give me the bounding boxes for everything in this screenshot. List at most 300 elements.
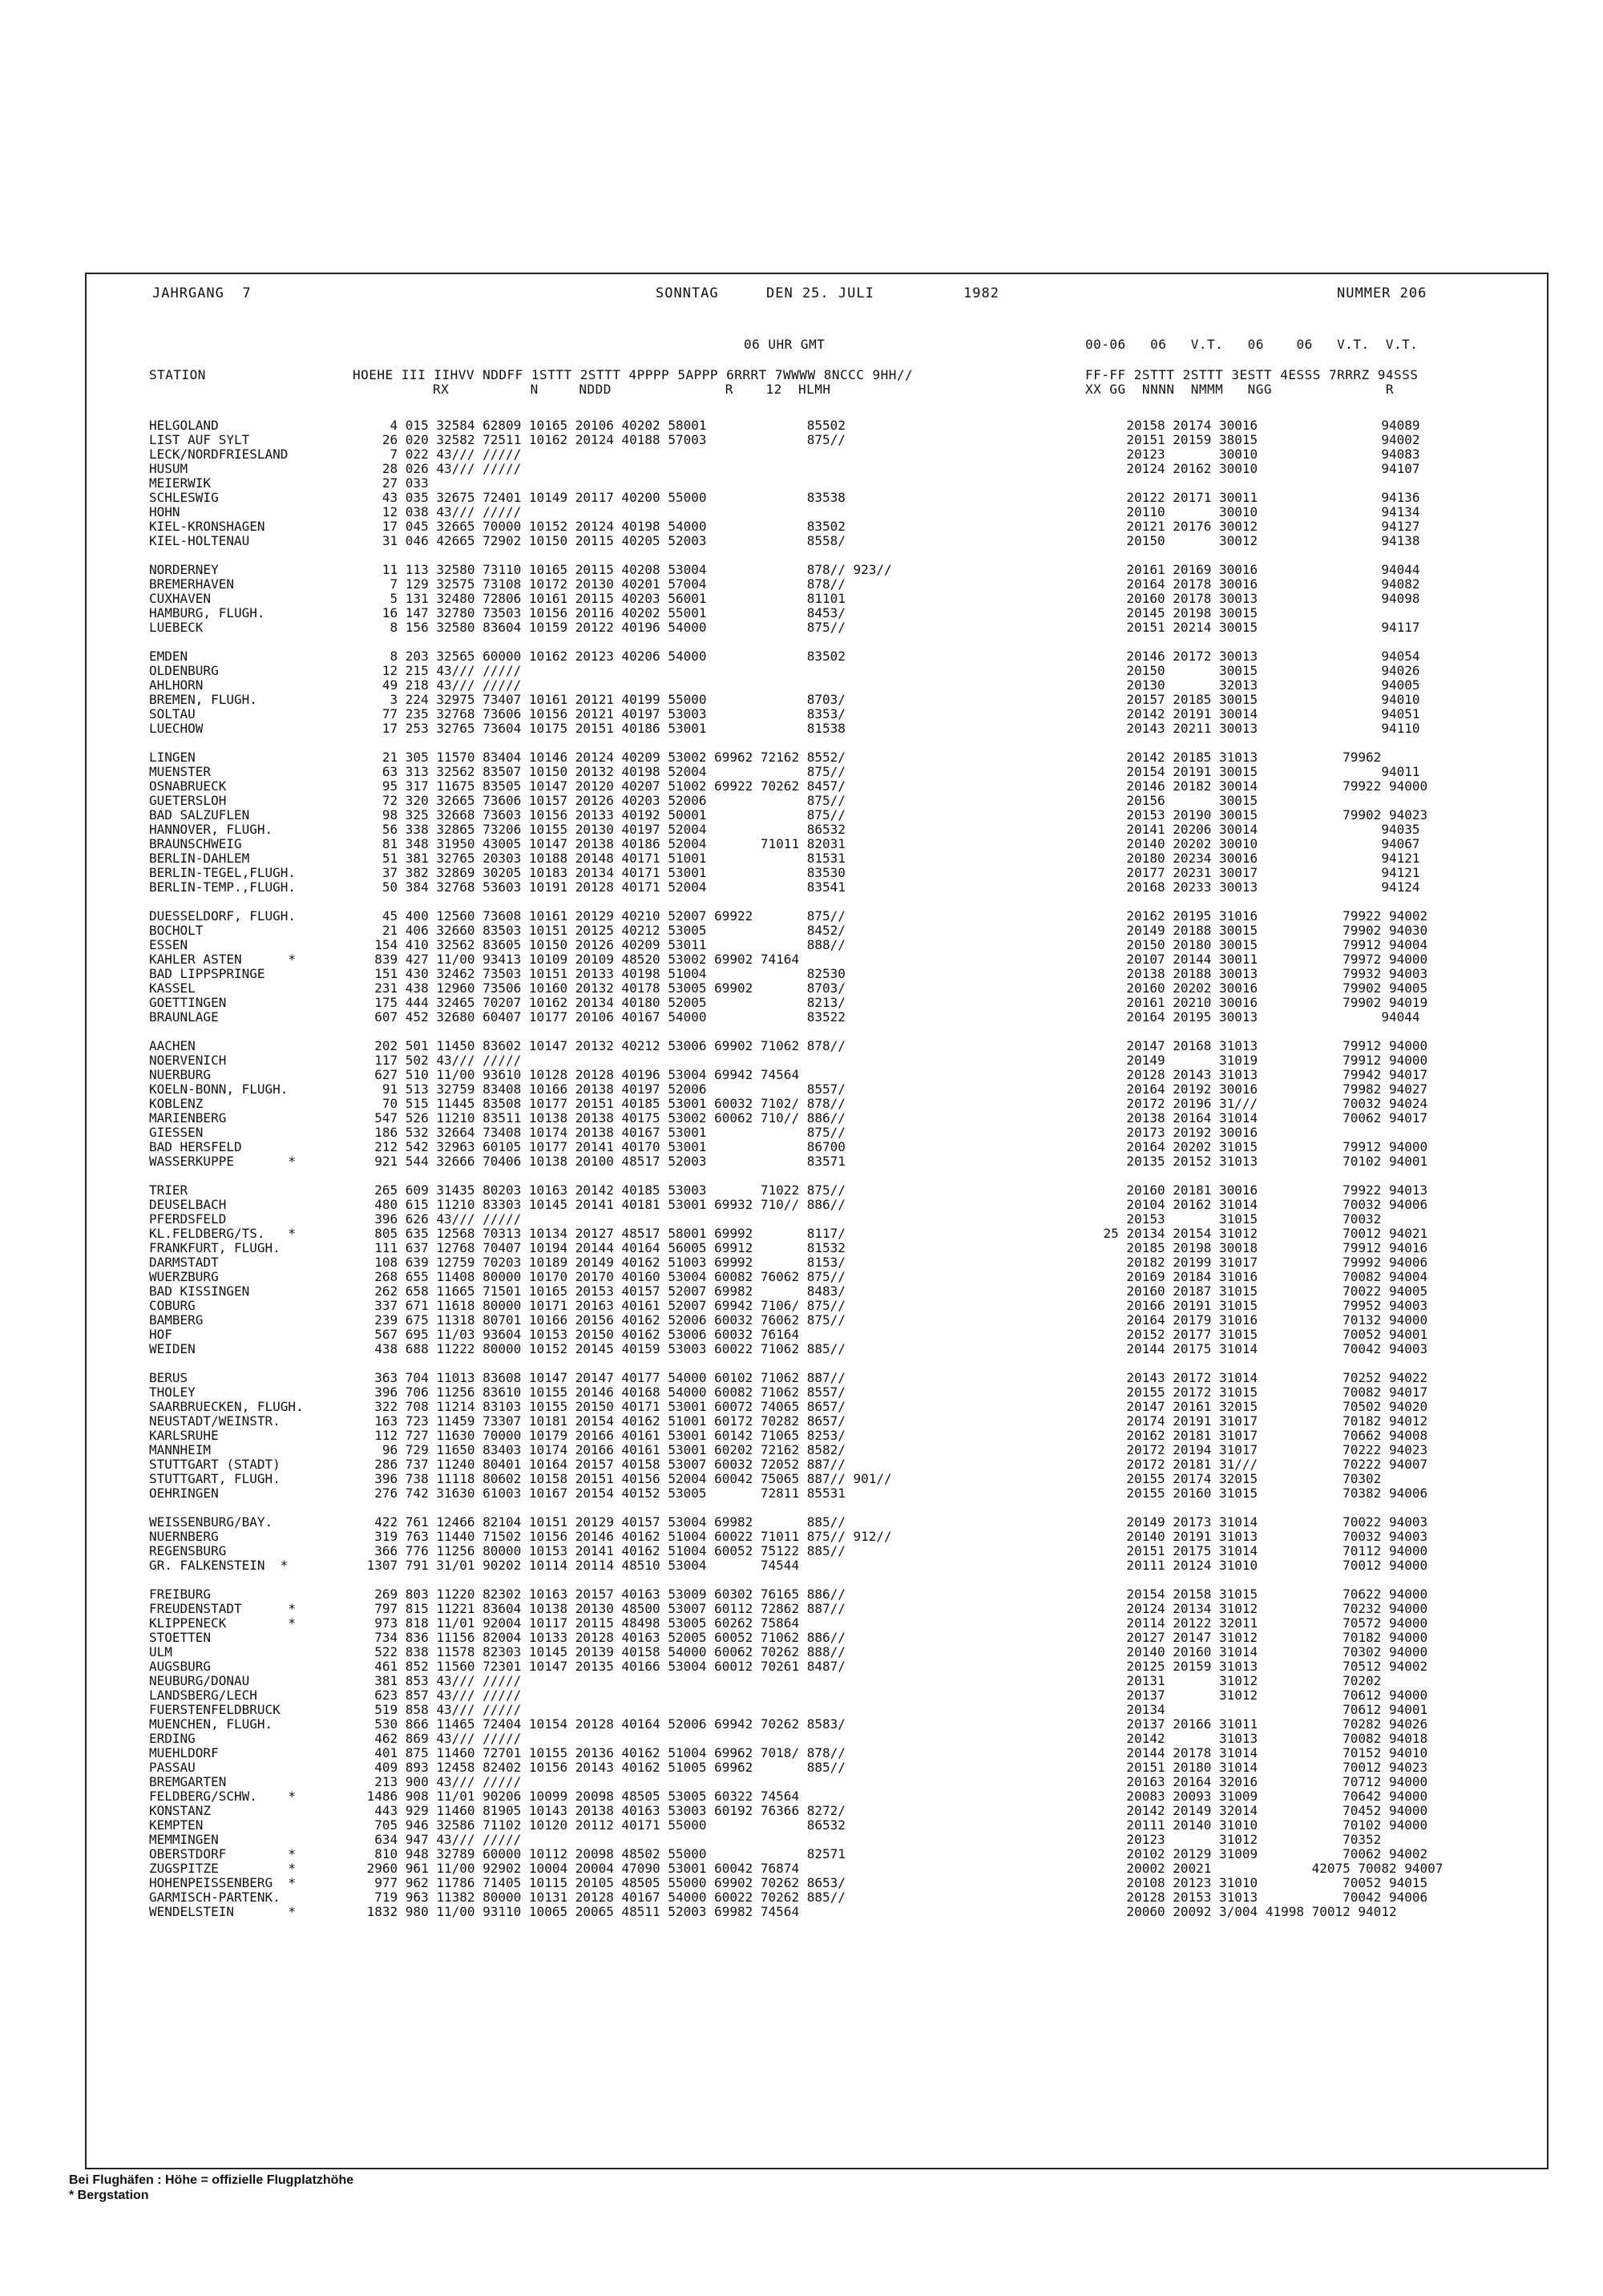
station-row bbox=[149, 1429, 1443, 1443]
station-row bbox=[149, 1126, 1443, 1140]
station-data: 239 675 11318 80701 10166 20156 40162 52006 60032 76062 875// bbox=[359, 1312, 846, 1328]
station-row bbox=[149, 418, 1443, 433]
station-name: OBERSTDORF * bbox=[149, 1846, 297, 1861]
station-extra-data: 20122 20171 30011 94136 bbox=[1072, 490, 1420, 505]
station-row bbox=[149, 1371, 1443, 1385]
station-row bbox=[149, 1544, 1443, 1558]
station-row bbox=[149, 1833, 1443, 1847]
station-row bbox=[149, 620, 1443, 635]
station-name: BREMGARTEN bbox=[149, 1774, 227, 1789]
station-name: NORDERNEY bbox=[149, 562, 219, 577]
station-extra-data: 20123 30010 94083 bbox=[1072, 447, 1420, 462]
station-name: BRAUNSCHWEIG bbox=[149, 836, 242, 851]
station-row bbox=[149, 1270, 1443, 1284]
station-row bbox=[149, 664, 1443, 678]
station-extra-data: 20166 20191 31015 79952 94003 bbox=[1072, 1298, 1428, 1313]
station-extra-data: 20149 31019 79912 94000 bbox=[1072, 1053, 1428, 1068]
station-extra-data: 20140 20160 31014 70302 94000 bbox=[1072, 1644, 1428, 1659]
station-data: 45 400 12560 73608 10161 20129 40210 52007 69922 875// bbox=[359, 908, 846, 924]
station-data: 805 635 12568 70313 10134 20127 48517 58001 69992 8117/ bbox=[359, 1226, 846, 1241]
station-extra-data: 20154 20191 30015 94011 bbox=[1072, 764, 1420, 779]
station-row bbox=[149, 1905, 1443, 1919]
station-data: 50 384 32768 53603 10191 20128 40171 52004 83541 bbox=[359, 879, 846, 895]
station-data: 4 015 32584 62809 10165 20106 40202 58001 85502 bbox=[359, 418, 846, 433]
station-row bbox=[149, 678, 1443, 693]
station-data: 1832 980 11/00 93110 10065 20065 48511 52003 69982 74564 bbox=[359, 1904, 800, 1919]
station-row bbox=[149, 1299, 1443, 1313]
station-name: HANNOVER, FLUGH. bbox=[149, 822, 273, 837]
station-row bbox=[149, 938, 1443, 952]
station-extra-data: 20135 20152 31013 70102 94001 bbox=[1072, 1154, 1428, 1169]
station-extra-data: 20182 20199 31017 79992 94006 bbox=[1072, 1255, 1428, 1270]
station-name: CUXHAVEN bbox=[149, 591, 212, 606]
legend bbox=[69, 2173, 353, 2203]
station-name: AACHEN bbox=[149, 1038, 196, 1053]
station-data: 443 929 11460 81905 10143 20138 40163 53003 60192 76366 8272/ bbox=[359, 1803, 846, 1818]
station-name: MANNHEIM bbox=[149, 1442, 212, 1457]
station-extra-data: 20149 20188 30015 79902 94030 bbox=[1072, 923, 1428, 938]
station-data: 319 763 11440 71502 10156 20146 40162 51004 60022 71011 875// 912// bbox=[359, 1529, 892, 1544]
station-name: KLIPPENECK * bbox=[149, 1615, 297, 1631]
station-row bbox=[149, 1530, 1443, 1544]
station-extra-data: 20174 20191 31017 70182 94012 bbox=[1072, 1413, 1428, 1429]
station-data: 7 129 32575 73108 10172 20130 40201 57004 878// bbox=[359, 576, 846, 592]
station-name: SCHLESWIG bbox=[149, 490, 219, 505]
station-data: 396 626 43/// ///// bbox=[359, 1211, 522, 1227]
station-row bbox=[149, 577, 1443, 592]
station-extra-data: 20164 20192 30016 79982 94027 bbox=[1072, 1081, 1428, 1097]
station-row bbox=[149, 1227, 1443, 1241]
station-data: 462 869 43/// ///// bbox=[359, 1731, 522, 1746]
station-name: HUSUM bbox=[149, 461, 188, 476]
station-data: 461 852 11560 72301 10147 20135 40166 53004 60012 70261 8487/ bbox=[359, 1659, 846, 1674]
station-data: 16 147 32780 73503 10156 20116 40202 55001 8453/ bbox=[359, 605, 846, 620]
station-row bbox=[149, 1457, 1443, 1472]
station-name: WEISSENBURG/BAY. bbox=[149, 1514, 273, 1530]
station-extra-data: 20140 20202 30010 94067 bbox=[1072, 836, 1420, 851]
station-name: KARLSRUHE bbox=[149, 1428, 219, 1443]
station-extra-data: 20164 20195 30013 94044 bbox=[1072, 1009, 1420, 1025]
station-name: OEHRINGEN bbox=[149, 1486, 219, 1501]
station-row bbox=[149, 967, 1443, 981]
station-data: 269 803 11220 82302 10163 20157 40163 53009 60302 76165 886// bbox=[359, 1587, 846, 1602]
station-data: 63 313 32562 83507 10150 20132 40198 52004 875// bbox=[359, 764, 846, 779]
station-extra-data: 20153 31015 70032 bbox=[1072, 1211, 1382, 1227]
station-data: 27 033 bbox=[359, 475, 429, 491]
station-data: 381 853 43/// ///// bbox=[359, 1673, 522, 1688]
station-row bbox=[149, 1804, 1443, 1818]
station-data: 43 035 32675 72401 10149 20117 40200 55000 83538 bbox=[359, 490, 846, 505]
station-row bbox=[149, 779, 1443, 794]
station-extra-data: 20153 20190 30015 79902 94023 bbox=[1072, 807, 1428, 823]
station-name: MUENCHEN, FLUGH. bbox=[149, 1716, 273, 1732]
station-extra-data: 20144 20178 31014 70152 94010 bbox=[1072, 1745, 1428, 1760]
station-row bbox=[149, 1659, 1443, 1674]
station-extra-data: 20163 20164 32016 70712 94000 bbox=[1072, 1774, 1428, 1789]
station-data: 422 761 12466 82104 10151 20129 40157 53004 69982 885// bbox=[359, 1514, 846, 1530]
station-data: 70 515 11445 83508 10177 20151 40185 53001 60032 7102/ 878// bbox=[359, 1096, 846, 1111]
station-row bbox=[149, 1472, 1443, 1486]
station-name: BAD SALZUFLEN bbox=[149, 807, 250, 823]
station-row bbox=[149, 1775, 1443, 1789]
station-extra-data: 20060 20092 3/004 41998 70012 94012 bbox=[1072, 1904, 1397, 1919]
station-name: HOF bbox=[149, 1327, 172, 1342]
station-row bbox=[149, 794, 1443, 808]
station-extra-data: 20162 20195 31016 79922 94002 bbox=[1072, 908, 1428, 924]
station-name: BOCHOLT bbox=[149, 923, 204, 938]
station-name: STUTTGART (STADT) bbox=[149, 1457, 281, 1472]
station-data: 186 532 32664 73408 10174 20138 40167 53001 875// bbox=[359, 1125, 846, 1140]
station-name: BAD LIPPSPRINGE bbox=[149, 966, 265, 981]
station-extra-data: 20155 20160 31015 70382 94006 bbox=[1072, 1486, 1428, 1501]
station-name: NUERBURG bbox=[149, 1067, 212, 1082]
station-data: 547 526 11210 83511 10138 20138 40175 53002 60062 710// 886// bbox=[359, 1110, 846, 1126]
station-name: GUETERSLOH bbox=[149, 793, 227, 808]
station-extra-data: 20154 20158 31015 70622 94000 bbox=[1072, 1587, 1428, 1602]
station-row bbox=[149, 1385, 1443, 1400]
station-name: AUGSBURG bbox=[149, 1659, 212, 1674]
station-data: 231 438 12960 73506 10160 20132 40178 53005 69902 8703/ bbox=[359, 980, 846, 996]
station-data: 607 452 32680 60407 10177 20106 40167 54000 83522 bbox=[359, 1009, 846, 1025]
station-extra-data: 20156 30015 bbox=[1072, 793, 1258, 808]
station-name: BERLIN-TEMP.,FLUGH. bbox=[149, 879, 297, 895]
station-extra-data: 20164 20178 30016 94082 bbox=[1072, 576, 1420, 592]
station-row bbox=[149, 851, 1443, 866]
station-data: 438 688 11222 80000 10152 20145 40159 53003 60022 71062 885// bbox=[359, 1341, 846, 1356]
station-extra-data: 20151 20175 31014 70112 94000 bbox=[1072, 1543, 1428, 1558]
station-name: STUTTGART, FLUGH. bbox=[149, 1471, 281, 1486]
station-extra-data: 20083 20093 31009 70642 94000 bbox=[1072, 1789, 1428, 1804]
station-data: 810 948 32789 60000 10112 20098 48502 55000 82571 bbox=[359, 1846, 846, 1861]
station-data: 519 858 43/// ///// bbox=[359, 1702, 522, 1717]
station-data: 151 430 32462 73503 10151 20133 40198 51004 82530 bbox=[359, 966, 846, 981]
station-data: 276 742 31630 61003 10167 20154 40152 53005 72811 85531 bbox=[359, 1486, 846, 1501]
station-data: 28 026 43/// ///// bbox=[359, 461, 522, 476]
station-data: 973 818 11/01 92004 10117 20115 48498 53005 60262 75864 bbox=[359, 1615, 800, 1631]
station-row bbox=[149, 1414, 1443, 1429]
station-row bbox=[149, 491, 1443, 505]
station-row bbox=[149, 1732, 1443, 1746]
station-name: MARIENBERG bbox=[149, 1110, 227, 1126]
station-data: 37 382 32869 30205 10183 20134 40171 53001 83530 bbox=[359, 865, 846, 880]
station-data: 705 946 32586 71102 10120 20112 40171 55000 86532 bbox=[359, 1817, 846, 1833]
group-separator bbox=[149, 895, 1443, 909]
station-data: 213 900 43/// ///// bbox=[359, 1774, 522, 1789]
station-extra-data: 20151 20159 38015 94002 bbox=[1072, 432, 1420, 447]
station-row bbox=[149, 1400, 1443, 1414]
station-name: AHLHORN bbox=[149, 677, 204, 693]
station-extra-data: 20121 20176 30012 94127 bbox=[1072, 519, 1420, 534]
station-data: 623 857 43/// ///// bbox=[359, 1688, 522, 1703]
station-extra-data: 20149 20173 31014 70022 94003 bbox=[1072, 1514, 1428, 1530]
station-row bbox=[149, 476, 1443, 491]
station-name: KASSEL bbox=[149, 980, 196, 996]
station-row bbox=[149, 1587, 1443, 1602]
station-name: KAHLER ASTEN * bbox=[149, 952, 297, 967]
station-row bbox=[149, 1154, 1443, 1169]
station-row bbox=[149, 823, 1443, 837]
station-extra-data: 20169 20184 31016 70082 94004 bbox=[1072, 1269, 1428, 1284]
station-extra-data: 20180 20234 30016 94121 bbox=[1072, 851, 1420, 866]
station-data: 21 406 32660 83503 10151 20125 40212 53005 8452/ bbox=[359, 923, 846, 938]
station-name: SOLTAU bbox=[149, 706, 196, 722]
station-row bbox=[149, 1010, 1443, 1025]
station-extra-data: 20127 20147 31012 70182 94000 bbox=[1072, 1630, 1428, 1645]
station-data: 634 947 43/// ///// bbox=[359, 1832, 522, 1847]
station-row bbox=[149, 808, 1443, 823]
station-name: KEMPTEN bbox=[149, 1817, 204, 1833]
station-data: 396 738 11118 80602 10158 20151 40156 52004 60042 75065 887// 901// bbox=[359, 1471, 892, 1486]
station-row bbox=[149, 1053, 1443, 1068]
station-row bbox=[149, 433, 1443, 447]
station-name: LUEBECK bbox=[149, 620, 204, 635]
station-extra-data: 20144 20175 31014 70042 94003 bbox=[1072, 1341, 1428, 1356]
station-row bbox=[149, 592, 1443, 606]
code-column-header: HOEHE III IIHVV NDDFF 1STTT 2STTT 4PPPP 5APPP 6RRRT 7WWWW 8NCCC 9HH// bbox=[353, 367, 914, 382]
station-row bbox=[149, 1443, 1443, 1457]
station-extra-data: 20177 20231 30017 94121 bbox=[1072, 865, 1420, 880]
station-name: LECK/NORDFRIESLAND bbox=[149, 447, 289, 462]
station-data: 81 348 31950 43005 10147 20138 40186 52004 71011 82031 bbox=[359, 836, 846, 851]
station-name: BAMBERG bbox=[149, 1312, 204, 1328]
station-name: GARMISCH-PARTENK. bbox=[149, 1890, 281, 1905]
station-name: ESSEN bbox=[149, 937, 188, 952]
station-data: 363 704 11013 83608 10147 20147 40177 54000 60102 71062 887// bbox=[359, 1370, 846, 1385]
station-row bbox=[149, 1082, 1443, 1097]
station-extra-data: 20142 20191 30014 94051 bbox=[1072, 706, 1420, 722]
station-name: FRANKFURT, FLUGH. bbox=[149, 1240, 281, 1255]
station-row bbox=[149, 765, 1443, 779]
column-period-header: 00-06 06 V.T. 06 06 V.T. V.T. bbox=[1085, 337, 1419, 352]
station-table bbox=[149, 418, 1443, 1919]
station-data: 111 637 12768 70407 10194 20144 40164 56005 69912 81532 bbox=[359, 1240, 846, 1255]
station-name: BAD HERSFELD bbox=[149, 1139, 242, 1154]
station-extra-data: 20145 20198 30015 bbox=[1072, 605, 1258, 620]
group-separator bbox=[149, 736, 1443, 750]
station-data: 17 045 32665 70000 10152 20124 40198 54000 83502 bbox=[359, 519, 846, 534]
station-extra-data: 20150 30015 94026 bbox=[1072, 663, 1420, 678]
station-extra-data: 20160 20187 31015 70022 94005 bbox=[1072, 1283, 1428, 1299]
station-extra-data: 20143 20211 30013 94110 bbox=[1072, 721, 1420, 736]
station-extra-data: 20155 20172 31015 70082 94017 bbox=[1072, 1384, 1428, 1400]
station-data: 212 542 32963 60105 10177 20141 40170 53001 86700 bbox=[359, 1139, 846, 1154]
station-name: KIEL-KRONSHAGEN bbox=[149, 519, 265, 534]
station-name: DUESSELDORF, FLUGH. bbox=[149, 908, 297, 924]
station-extra-data: 20147 20161 32015 70502 94020 bbox=[1072, 1399, 1428, 1414]
station-data: 567 695 11/03 93604 10153 20150 40162 53006 60032 76164 bbox=[359, 1327, 800, 1342]
station-row bbox=[149, 1039, 1443, 1053]
station-row bbox=[149, 750, 1443, 765]
station-name: FELDBERG/SCHW. * bbox=[149, 1789, 297, 1804]
station-data: 154 410 32562 83605 10150 20126 40209 53011 888// bbox=[359, 937, 846, 952]
station-data: 8 203 32565 60000 10162 20123 40206 54000 83502 bbox=[359, 649, 846, 664]
station-data: 366 776 11256 80000 10153 20141 40162 51004 60052 75122 885// bbox=[359, 1543, 846, 1558]
station-extra-data: 20146 20182 30014 79922 94000 bbox=[1072, 778, 1428, 794]
station-row bbox=[149, 606, 1443, 620]
station-extra-data: 20164 20202 31015 79912 94000 bbox=[1072, 1139, 1428, 1154]
station-extra-data: 20162 20181 31017 70662 94008 bbox=[1072, 1428, 1428, 1443]
station-row bbox=[149, 837, 1443, 851]
station-name: WENDELSTEIN * bbox=[149, 1904, 297, 1919]
station-name: PASSAU bbox=[149, 1760, 196, 1775]
station-row bbox=[149, 1097, 1443, 1111]
station-extra-data: 20151 20214 30015 94117 bbox=[1072, 620, 1420, 635]
station-name: WEIDEN bbox=[149, 1341, 196, 1356]
station-data: 49 218 43/// ///// bbox=[359, 677, 522, 693]
station-name: WUERZBURG bbox=[149, 1269, 219, 1284]
station-row bbox=[149, 1760, 1443, 1775]
station-data: 12 038 43/// ///// bbox=[359, 504, 522, 519]
station-extra-data: 20114 20122 32011 70572 94000 bbox=[1072, 1615, 1428, 1631]
station-extra-data: 20140 20191 31013 70032 94003 bbox=[1072, 1529, 1428, 1544]
station-row bbox=[149, 1688, 1443, 1703]
station-name: GOETTINGEN bbox=[149, 995, 227, 1010]
station-extra-data: 20155 20174 32015 70302 bbox=[1072, 1471, 1382, 1486]
station-data: 719 963 11382 80000 10131 20128 40167 54000 60022 70262 885// bbox=[359, 1890, 846, 1905]
station-data: 17 253 32765 73604 10175 20151 40186 53001 81538 bbox=[359, 721, 846, 736]
station-extra-data: 20124 20134 31012 70232 94000 bbox=[1072, 1601, 1428, 1616]
legend-airport-note: Bei Flughäfen : Höhe = offizielle Flugplatzhöhe bbox=[69, 2173, 354, 2187]
station-row bbox=[149, 707, 1443, 722]
station-row bbox=[149, 952, 1443, 967]
station-row bbox=[149, 505, 1443, 519]
group-separator bbox=[149, 1573, 1443, 1587]
station-data: 262 658 11665 71501 10165 20153 40157 52007 69982 8483/ bbox=[359, 1283, 846, 1299]
station-extra-data: 20164 20179 31016 70132 94000 bbox=[1072, 1312, 1428, 1328]
station-data: 163 723 11459 73307 10181 20154 40162 51001 60172 70282 8657/ bbox=[359, 1413, 846, 1429]
station-data: 11 113 32580 73110 10165 20115 40208 53004 878// 923// bbox=[359, 562, 892, 577]
station-data: 112 727 11630 70000 10179 20166 40161 53001 60142 71065 8253/ bbox=[359, 1428, 846, 1443]
station-name: ULM bbox=[149, 1644, 172, 1659]
station-name: STOETTEN bbox=[149, 1630, 212, 1645]
observation-time: 06 UHR GMT bbox=[744, 337, 826, 352]
station-data: 56 338 32865 73206 10155 20130 40197 52004 86532 bbox=[359, 822, 846, 837]
station-row bbox=[149, 1847, 1443, 1861]
station-row bbox=[149, 1818, 1443, 1833]
station-data: 268 655 11408 80000 10170 20170 40160 53004 60082 76062 875// bbox=[359, 1269, 846, 1284]
station-data: 1307 791 31/01 90202 10114 20114 48510 53004 74544 bbox=[359, 1558, 800, 1573]
station-data: 409 893 12458 82402 10156 20143 40162 51005 69962 885// bbox=[359, 1760, 846, 1775]
station-name: HAMBURG, FLUGH. bbox=[149, 605, 265, 620]
station-name: ERDING bbox=[149, 1731, 196, 1746]
station-name: ZUGSPITZE * bbox=[149, 1861, 297, 1876]
station-name: LANDSBERG/LECH bbox=[149, 1688, 257, 1703]
station-extra-data: 20134 70612 94001 bbox=[1072, 1702, 1428, 1717]
year-label: 1982 bbox=[963, 285, 999, 301]
station-name: LINGEN bbox=[149, 750, 196, 765]
station-row bbox=[149, 519, 1443, 534]
group-separator bbox=[149, 1356, 1443, 1371]
station-data: 202 501 11450 83602 10147 20132 40212 53006 69902 71062 878// bbox=[359, 1038, 846, 1053]
station-name: KOELN-BONN, FLUGH. bbox=[149, 1081, 289, 1097]
station-data: 96 729 11650 83403 10174 20166 40161 53001 60202 72162 8582/ bbox=[359, 1442, 846, 1457]
station-extra-data: 25 20134 20154 31012 70012 94021 bbox=[1072, 1226, 1428, 1241]
station-row bbox=[149, 722, 1443, 736]
station-row bbox=[149, 1674, 1443, 1688]
station-data: 265 609 31435 80203 10163 20142 40185 53003 71022 875// bbox=[359, 1182, 846, 1198]
station-name: HOHENPEISSENBERG * bbox=[149, 1875, 297, 1890]
station-name: BAD KISSINGEN bbox=[149, 1283, 250, 1299]
station-extra-data: 20150 20180 30015 79912 94004 bbox=[1072, 937, 1428, 952]
station-data: 72 320 32665 73606 10157 20126 40203 52006 875// bbox=[359, 793, 846, 808]
station-extra-data: 20158 20174 30016 94089 bbox=[1072, 418, 1420, 433]
station-row bbox=[149, 1645, 1443, 1659]
station-name: FUERSTENFELDBRUCK bbox=[149, 1702, 281, 1717]
station-row bbox=[149, 563, 1443, 577]
station-extra-data: 20147 20168 31013 79912 94000 bbox=[1072, 1038, 1428, 1053]
station-extra-data: 20161 20169 30016 94044 bbox=[1072, 562, 1420, 577]
station-name: NEUBURG/DONAU bbox=[149, 1673, 250, 1688]
station-extra-data: 20137 31012 70612 94000 bbox=[1072, 1688, 1428, 1703]
weekday-label: SONNTAG bbox=[656, 285, 719, 301]
station-row bbox=[149, 981, 1443, 996]
station-row bbox=[149, 1342, 1443, 1356]
station-name: LUECHOW bbox=[149, 721, 204, 736]
station-row bbox=[149, 1703, 1443, 1717]
station-extra-data: 20168 20233 30013 94124 bbox=[1072, 879, 1420, 895]
station-data: 108 639 12759 70203 10189 20149 40162 51003 69992 8153/ bbox=[359, 1255, 846, 1270]
station-name: HOHN bbox=[149, 504, 180, 519]
station-row bbox=[149, 880, 1443, 895]
station-extra-data: 20173 20192 30016 bbox=[1072, 1125, 1258, 1140]
station-row bbox=[149, 1212, 1443, 1227]
station-name: NOERVENICH bbox=[149, 1053, 227, 1068]
station-name: DEUSELBACH bbox=[149, 1197, 227, 1212]
station-name: HELGOLAND bbox=[149, 418, 219, 433]
station-data: 396 706 11256 83610 10155 20146 40168 54000 60082 71062 8557/ bbox=[359, 1384, 846, 1400]
station-extra-data: 20138 20188 30013 79932 94003 bbox=[1072, 966, 1428, 981]
station-data: 1486 908 11/01 90206 10099 20098 48505 53005 60322 74564 bbox=[359, 1789, 800, 1804]
station-data: 2960 961 11/00 92902 10004 20004 47090 53001 60042 76874 bbox=[359, 1861, 800, 1876]
station-data: 26 020 32582 72511 10162 20124 40188 57003 875// bbox=[359, 432, 846, 447]
station-extra-data: 20160 20178 30013 94098 bbox=[1072, 591, 1420, 606]
station-name: SAARBRUECKEN, FLUGH. bbox=[149, 1399, 304, 1414]
station-extra-data: 20002 20021 42075 70082 94007 bbox=[1072, 1861, 1444, 1876]
station-extra-data: 20160 20202 30016 79902 94005 bbox=[1072, 980, 1428, 996]
station-name: GIESSEN bbox=[149, 1125, 204, 1140]
station-extra-data: 20157 20185 30015 94010 bbox=[1072, 692, 1420, 707]
station-row bbox=[149, 1198, 1443, 1212]
station-extra-data: 20143 20172 31014 70252 94022 bbox=[1072, 1370, 1428, 1385]
station-data: 12 215 43/// ///// bbox=[359, 663, 522, 678]
station-name: NUERNBERG bbox=[149, 1529, 219, 1544]
station-row bbox=[149, 1717, 1443, 1732]
station-extra-data: 20123 31012 70352 bbox=[1072, 1832, 1382, 1847]
station-data: 7 022 43/// ///// bbox=[359, 447, 522, 462]
station-extra-data: 20110 30010 94134 bbox=[1072, 504, 1420, 519]
station-data: 21 305 11570 83404 10146 20124 40209 53002 69962 72162 8552/ bbox=[359, 750, 846, 765]
station-name: NEUSTADT/WEINSTR. bbox=[149, 1413, 281, 1429]
station-row bbox=[149, 1183, 1443, 1198]
station-name: KL.FELDBERG/TS. * bbox=[149, 1226, 297, 1241]
station-extra-data: 20152 20177 31015 70052 94001 bbox=[1072, 1327, 1428, 1342]
station-extra-data: 20151 20180 31014 70012 94023 bbox=[1072, 1760, 1428, 1775]
station-row bbox=[149, 996, 1443, 1010]
station-row bbox=[149, 447, 1443, 462]
station-extra-data: 20130 32013 94005 bbox=[1072, 677, 1420, 693]
station-row bbox=[149, 1255, 1443, 1270]
extra-column-subheader: XX GG NNNN NMMM NGG R bbox=[1085, 382, 1395, 397]
station-row bbox=[149, 1328, 1443, 1342]
station-extra-data: 20138 20164 31014 70062 94017 bbox=[1072, 1110, 1428, 1126]
station-data: 77 235 32768 73606 10156 20121 40197 53003 8353/ bbox=[359, 706, 846, 722]
station-data: 31 046 42665 72902 10150 20115 40205 52003 8558/ bbox=[359, 533, 846, 548]
report-sheet bbox=[85, 273, 1548, 2169]
station-extra-data: 20142 31013 70082 94018 bbox=[1072, 1731, 1428, 1746]
date-label: DEN 25. JULI bbox=[766, 285, 874, 301]
station-extra-data: 20111 20124 31010 70012 94000 bbox=[1072, 1558, 1428, 1573]
station-extra-data: 20124 20162 30010 94107 bbox=[1072, 461, 1420, 476]
